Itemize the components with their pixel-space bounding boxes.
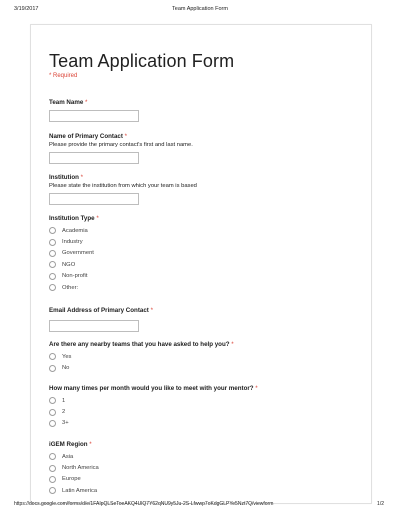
option-yes[interactable] xyxy=(49,351,349,362)
required-star: * xyxy=(255,385,258,392)
team-name-input[interactable] xyxy=(49,110,139,122)
question-label: Institution xyxy=(49,174,79,181)
question-label: Email Address of Primary Contact xyxy=(49,307,149,314)
question-label: iGEM Region xyxy=(49,441,88,448)
option-3-plus[interactable] xyxy=(49,418,349,429)
option-label: Asia xyxy=(62,453,74,460)
option-label: No xyxy=(62,365,70,372)
email-input[interactable] xyxy=(49,320,139,332)
question-team-name xyxy=(49,99,349,122)
radio-button[interactable] xyxy=(49,453,56,460)
option-latin-america[interactable] xyxy=(49,485,349,496)
radio-button[interactable] xyxy=(49,487,56,494)
radio-button[interactable] xyxy=(49,465,56,472)
required-star: * xyxy=(80,174,84,181)
question-email xyxy=(49,307,349,332)
question-label: Institution Type xyxy=(49,215,95,222)
option-label: Industry xyxy=(62,239,83,246)
question-label: Name of Primary Contact xyxy=(49,133,123,140)
required-star: * xyxy=(96,215,99,222)
question-institution-type xyxy=(49,215,349,293)
option-label: Yes xyxy=(62,353,72,360)
required-star: * xyxy=(231,341,234,348)
form-title: Team Application Form xyxy=(49,51,235,71)
option-label: Government xyxy=(62,250,94,257)
print-date: 3/19/2017 xyxy=(14,6,39,12)
radio-button[interactable] xyxy=(49,365,56,372)
question-label: Are there any nearby teams that you have asked to help you? xyxy=(49,341,230,348)
option-industry[interactable] xyxy=(49,236,349,247)
option-2[interactable] xyxy=(49,406,349,417)
option-label: NGO xyxy=(62,261,76,268)
option-europe[interactable] xyxy=(49,474,349,485)
page-url: https://docs.google.com/forms/d/e/1FAIpQLSeToeAKQ4UlQ7Y62qNU9y5Ju-2S-Lfwwp7oKdgGLPYe5Nzt7Q/viewform xyxy=(14,501,274,507)
option-label: North America xyxy=(62,465,99,472)
radio-button[interactable] xyxy=(49,250,56,257)
required-star: * xyxy=(85,99,88,106)
question-primary-contact xyxy=(49,133,349,164)
form-card xyxy=(30,24,372,504)
option-label: Other: xyxy=(62,284,79,291)
institution-input[interactable] xyxy=(49,193,139,205)
option-label: Europe xyxy=(62,476,81,483)
option-asia[interactable] xyxy=(49,451,349,462)
radio-button[interactable] xyxy=(49,397,56,404)
question-mentor-meetings xyxy=(49,385,349,429)
required-note: * Required xyxy=(49,73,78,79)
radio-button[interactable] xyxy=(49,420,56,427)
radio-button[interactable] xyxy=(49,476,56,483)
option-1[interactable] xyxy=(49,395,349,406)
print-header xyxy=(0,6,400,18)
required-star: * xyxy=(89,441,92,448)
radio-button[interactable] xyxy=(49,273,56,280)
required-star: * xyxy=(124,133,128,140)
radio-button[interactable] xyxy=(49,353,56,360)
question-help: Please provide the primary contact's first and last name. xyxy=(49,142,193,148)
question-label: How many times per month would you like to meet with your mentor? xyxy=(49,385,254,392)
radio-button[interactable] xyxy=(49,409,56,416)
radio-button[interactable] xyxy=(49,227,56,234)
radio-button[interactable] xyxy=(49,239,56,246)
option-no[interactable] xyxy=(49,362,349,373)
radio-button[interactable] xyxy=(49,284,56,291)
print-footer xyxy=(0,501,400,509)
question-nearby-teams xyxy=(49,341,349,374)
question-help: Please state the institution from which your team is based xyxy=(49,183,197,189)
option-label: Academia xyxy=(62,227,88,234)
question-igem-region xyxy=(49,441,349,497)
option-north-america[interactable] xyxy=(49,462,349,473)
question-label: Team Name xyxy=(49,99,84,106)
option-ngo[interactable] xyxy=(49,259,349,270)
primary-contact-input[interactable] xyxy=(49,152,139,164)
option-label: 2 xyxy=(62,409,66,416)
option-academia[interactable] xyxy=(49,225,349,236)
option-label: Latin America xyxy=(62,487,98,494)
option-non-profit[interactable] xyxy=(49,271,349,282)
option-label: Non-profit xyxy=(62,273,88,280)
page-number: 1/2 xyxy=(377,501,384,507)
required-star: * xyxy=(150,307,153,314)
option-other[interactable] xyxy=(49,282,349,293)
option-label: 1 xyxy=(62,397,66,404)
option-label: 3+ xyxy=(62,420,69,427)
radio-button[interactable] xyxy=(49,261,56,268)
question-institution xyxy=(49,174,349,205)
print-title: Team Application Form xyxy=(172,6,228,12)
option-government[interactable] xyxy=(49,248,349,259)
